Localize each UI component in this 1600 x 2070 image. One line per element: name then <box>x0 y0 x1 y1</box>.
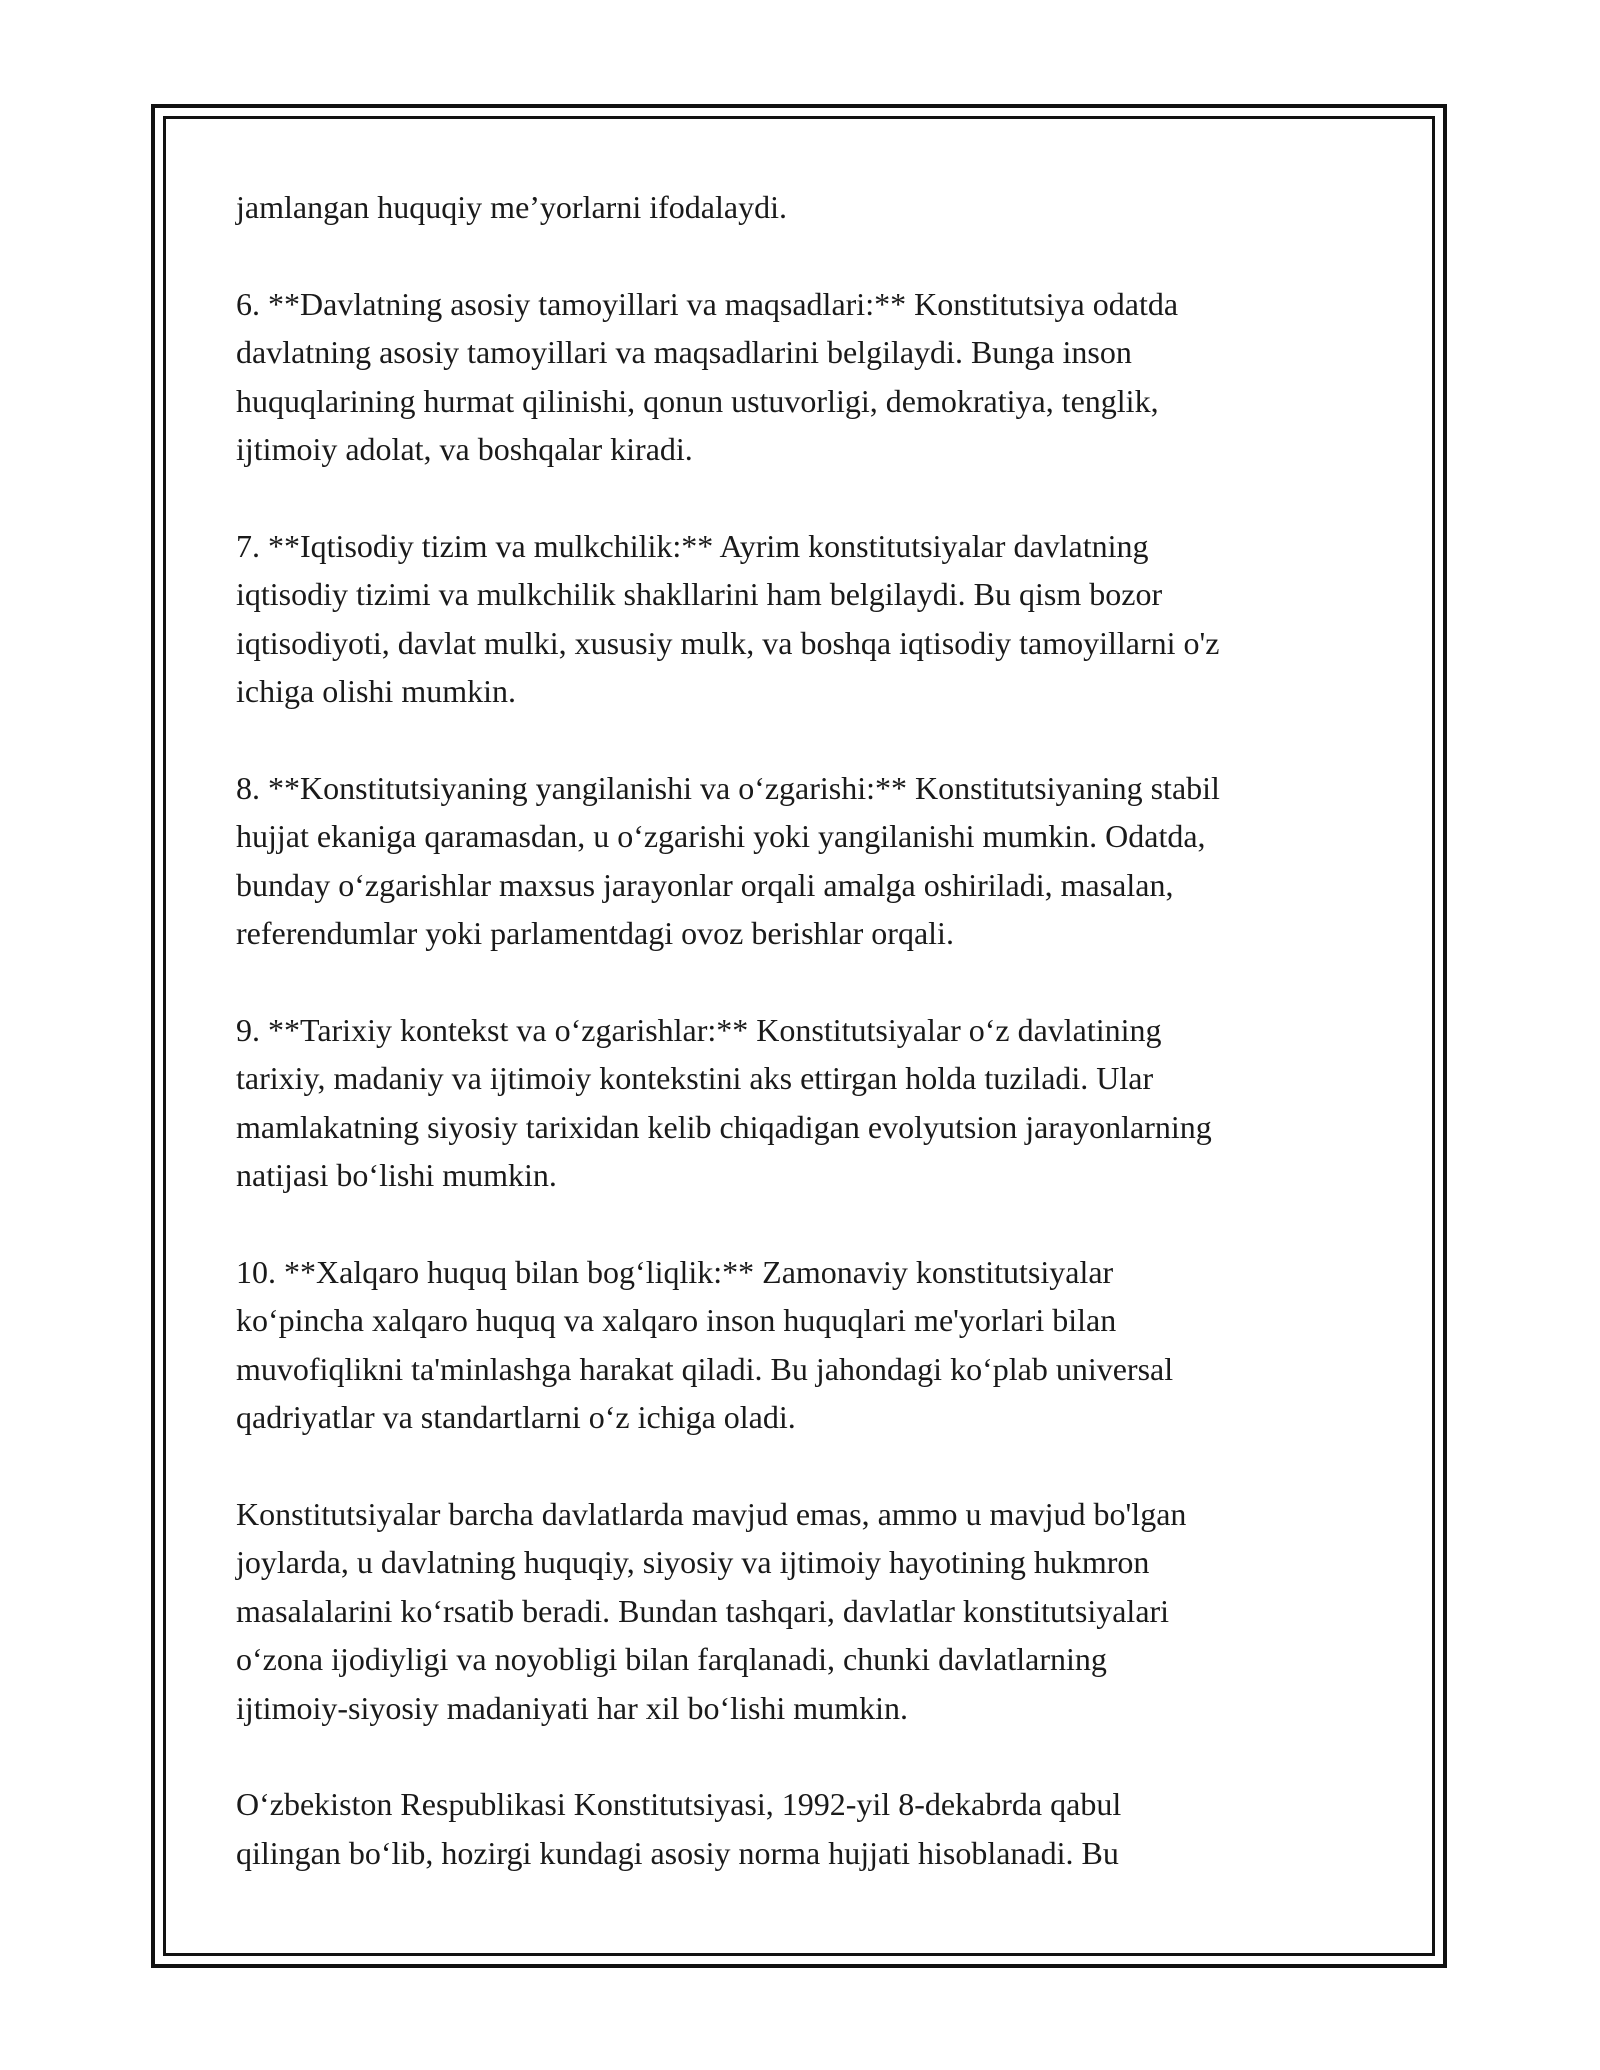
text-line: joylarda, u davlatning huquqiy, siyosiy va ijtimoiy hayotining hukmron <box>236 1544 1150 1580</box>
text-line: muvofiqlikni ta'minlashga harakat qiladi. Bu jahondagi ko‘plab universal <box>236 1350 1174 1387</box>
text-line: masalalarini ko‘rsatib beradi. Bundan tashqari, davlatlar konstitutsiyalari <box>236 1592 1170 1629</box>
text-line: tarixiy, madaniy va ijtimoiy kontekstini aks ettirgan holda tuziladi. Ular <box>236 1060 1154 1096</box>
paragraph-item-9 <box>236 1006 1376 1200</box>
text-line: ijtimoiy adolat, va boshqalar kiradi. <box>236 431 693 467</box>
text-line: bunday o‘zgarishlar maxsus jarayonlar orqali amalga oshiriladi, masalan, <box>236 866 1174 903</box>
text-line: ko‘pincha xalqaro huquq va xalqaro inson huquqlari me'yorlari bilan <box>236 1302 1117 1338</box>
text-line: 8. **Konstitutsiyaning yangilanishi va o‘zgarishi:** Konstitutsiyaning stabil <box>236 769 1220 806</box>
text-line: iqtisodiy tizimi va mulkchilik shakllarini ham belgilaydi. Bu qism bozor <box>236 576 1163 612</box>
text-line: qadriyatlar va standartlarni o‘z ichiga oladi. <box>236 1399 796 1435</box>
text-line: O‘zbekiston Respublikasi Konstitutsiyasi, 1992-yil 8-dekabrda qabul <box>236 1786 1122 1822</box>
text-line: Konstitutsiyalar barcha davlatlarda mavjud emas, ammo u mavjud bo'lgan <box>236 1495 1187 1532</box>
paragraph-item-6 <box>236 280 1376 474</box>
paragraph-uzbekistan <box>236 1780 1376 1877</box>
paragraph-summary <box>236 1490 1376 1733</box>
text-line: mamlakatning siyosiy tarixidan kelib chiqadigan evolyutsion jarayonlarning <box>236 1108 1212 1145</box>
paragraph-item-7 <box>236 522 1376 716</box>
paragraph-item-10 <box>236 1248 1376 1442</box>
text-line: 10. **Xalqaro huquq bilan bog‘liqlik:** Zamonaviy konstitutsiyalar <box>236 1253 1114 1290</box>
text-line: referendumlar yoki parlamentdagi ovoz berishlar orqali. <box>236 915 954 951</box>
text-line: 6. **Davlatning asosiy tamoyillari va maqsadlari:** Konstitutsiya odatda <box>236 285 1179 322</box>
text-line: jamlangan huquqiy me’yorlarni ifodalaydi. <box>236 189 787 225</box>
text-line: o‘zona ijodiyligi va noyobligi bilan farqlanadi, chunki davlatlarning <box>236 1641 1107 1677</box>
text-line: ichiga olishi mumkin. <box>236 673 516 709</box>
document-body <box>236 183 1376 1925</box>
text-line: 9. **Tarixiy kontekst va o‘zgarishlar:** Konstitutsiyalar o‘z davlatining <box>236 1011 1162 1048</box>
text-line: 7. **Iqtisodiy tizim va mulkchilik:** Ayrim konstitutsiyalar davlatning <box>236 527 1149 564</box>
text-line: huquqlarining hurmat qilinishi, qonun ustuvorligi, demokratiya, tenglik, <box>236 382 1159 419</box>
paragraph-item-8 <box>236 764 1376 958</box>
text-line: iqtisodiyoti, davlat mulki, xususiy mulk, va boshqa iqtisodiy tamoyillarni o'z <box>236 624 1220 661</box>
paragraph-intro <box>236 183 1376 232</box>
text-line: qilingan bo‘lib, hozirgi kundagi asosiy norma hujjati hisoblanadi. Bu <box>236 1834 1119 1871</box>
text-line: ijtimoiy-siyosiy madaniyati har xil bo‘lishi mumkin. <box>236 1689 908 1726</box>
text-line: davlatning asosiy tamoyillari va maqsadlarini belgilaydi. Bunga inson <box>236 334 1132 370</box>
text-line: hujjat ekaniga qaramasdan, u o‘zgarishi yoki yangilanishi mumkin. Odatda, <box>236 818 1206 854</box>
text-line: natijasi bo‘lishi mumkin. <box>236 1157 557 1193</box>
